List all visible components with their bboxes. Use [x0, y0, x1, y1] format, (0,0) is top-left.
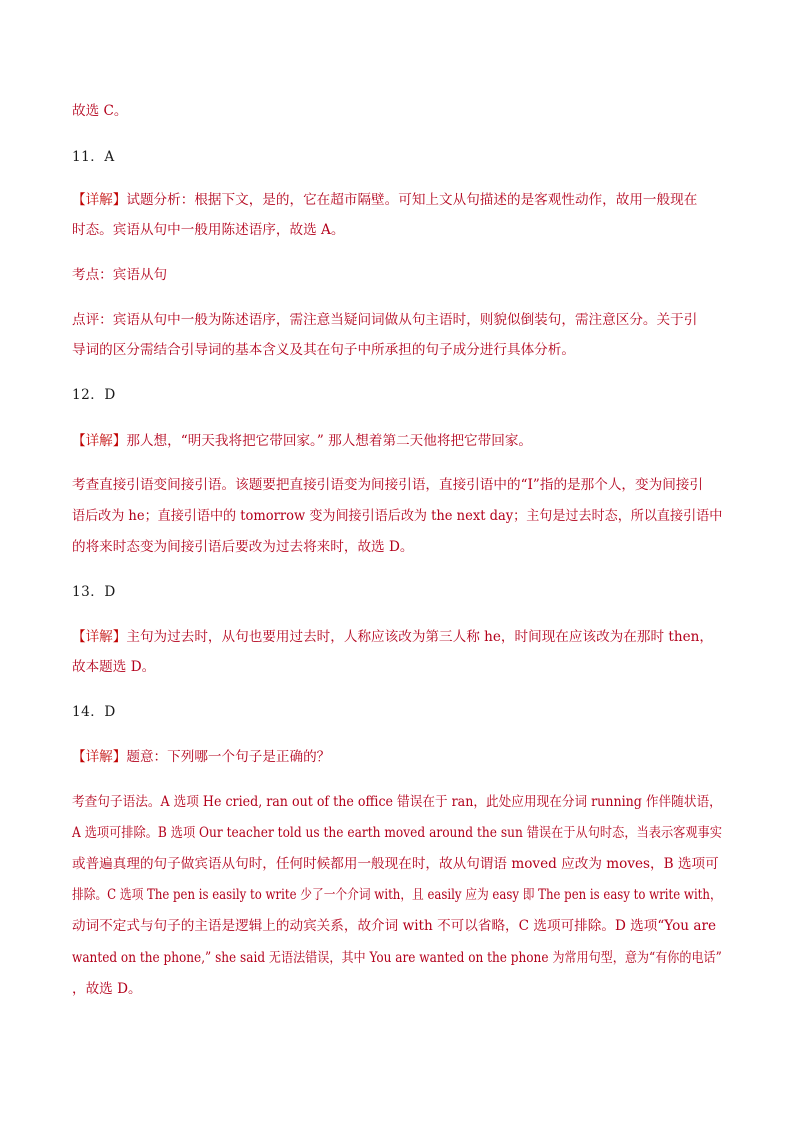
q12-number: 12．D — [72, 387, 116, 403]
q11-kaodian: 考点：宾语从句 — [72, 267, 168, 283]
q14-analysis-line-4: 排除。C 选项 The pen is easily to write 少了一个介词 with，且 easily 应为 easy 即 The pen is easy to write with， — [72, 887, 722, 903]
q13-detail-line-2: 故本题选 D。 — [72, 659, 156, 675]
q14-analysis-line-6: wanted on the phone,” she said 无语法错误，其中 You are wanted on the phone 为常用句型，意为“有你的电话” — [72, 950, 722, 966]
q11-detail-tag: 【详解】 — [72, 192, 127, 208]
q12-analysis-line-2: 语后改为 he；直接引语中的 tomorrow 变为间接引语后改为 the next day；主句是过去时态，所以直接引语中 — [72, 508, 723, 524]
q14-detail-line — [72, 748, 330, 766]
q11-detail-line-1 — [72, 191, 697, 209]
q14-number: 14．D — [72, 704, 116, 720]
q12-detail-line — [72, 432, 532, 450]
q14-detail-text: 题意：下列哪一个句子是正确的？ — [126, 749, 331, 765]
intro-answer-line: 故选 C。 — [72, 103, 128, 119]
q11-dianping-line-2: 导词的区分需结合引导词的基本含义及其在句子中所承担的句子成分进行具体分析。 — [72, 342, 575, 358]
q11-number: 11．A — [72, 149, 115, 165]
q12-detail-tag: 【详解】 — [72, 433, 127, 449]
q14-analysis-line-2: A 选项可排除。B 选项 Our teacher told us the earth moved around the sun 错误在于从句时态，当表示客观事实 — [72, 825, 722, 841]
q11-detail-text-1: 试题分析：根据下文，是的，它在超市隔壁。可知上文从句描述的是客观性动作，故用一般现在 — [126, 192, 698, 208]
q13-detail-line-1 — [72, 628, 713, 646]
q14-analysis-line-3: 或普遍真理的句子做宾语从句时，任何时候都用一般现在时，故从句谓语 moved 应改为 moves，B 选项可 — [72, 856, 719, 872]
q14-analysis-line-5: 动词不定式与句子的主语是逻辑上的动宾关系，故介词 with 不可以省略，C 选项可排除。D 选项“You are — [72, 918, 716, 934]
q12-analysis-line-3: 的将来时态变为间接引语后要改为过去将来时，故选 D。 — [72, 539, 414, 555]
q13-number: 13．D — [72, 584, 116, 600]
q14-analysis-line-7: ，故选 D。 — [72, 981, 142, 997]
q12-analysis-line-1: 考查直接引语变间接引语。该题要把直接引语变为间接引语，直接引语中的“I”指的是那个人，变为间接引 — [72, 477, 703, 493]
q13-detail-tag: 【详解】 — [72, 629, 127, 645]
q14-detail-tag: 【详解】 — [72, 749, 127, 765]
q11-dianping-line-1: 点评：宾语从句中一般为陈述语序，需注意当疑问词做从句主语时，则貌似倒装句，需注意区分。关于引 — [72, 312, 698, 328]
q14-analysis-line-1: 考查句子语法。A 选项 He cried, ran out of the office 错误在于 ran，此处应用现在分词 running 作伴随状语， — [72, 794, 722, 810]
q13-detail-text-1: 主句为过去时，从句也要用过去时，人称应该改为第三人称 he，时间现在应该改为在那时 then， — [126, 629, 713, 645]
q12-detail-text: 那人想，“明天我将把它带回家。” 那人想着第二天他将把它带回家。 — [126, 433, 533, 449]
q11-detail-line-2: 时态。宾语从句中一般用陈述语序，故选 A。 — [72, 222, 345, 238]
